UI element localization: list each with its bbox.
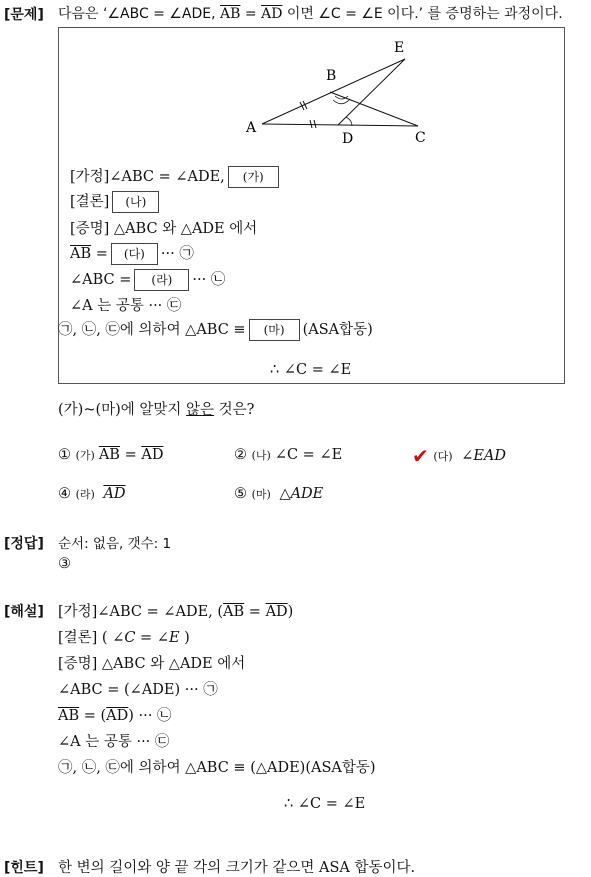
mark-1: ㉠ [179,246,194,262]
question-suffix: 것은? [214,402,255,418]
label-b: B [326,68,337,84]
triangle-figure [240,38,440,150]
blank-box-ga: (가) [228,166,279,188]
proof-line-1 [70,242,194,265]
label-a: A [246,120,257,136]
answer-meta: 순서: 없음, 갯수: 1 [58,536,172,552]
exp-l4-text: ∠ABC = (∠ADE) ··· [58,682,199,698]
option-3[interactable] [412,444,506,468]
option-5[interactable] [234,486,323,502]
explanation-line-6 [58,730,169,751]
exp-l2-pre: [결론] ( [58,630,113,646]
line2-dots: ··· [192,272,207,288]
exp-l4-mark: ㉠ [203,682,218,698]
line4-text: ㉠, ㉡, ㉢에 의하여 △ABC ≡ [58,322,246,338]
answer-value: ③ [58,556,71,572]
explanation-line-2 [58,626,190,647]
question-underlined: 않은 [186,402,215,418]
line4-suffix: (ASA합동) [302,322,373,338]
option-num: ① [58,447,71,463]
exp-l5-mid: = ( [79,708,107,724]
option-label: (라) [75,488,95,501]
statement-pre: 다음은 ‘∠ABC = ∠ADE, [58,6,221,22]
mark-2: ㉡ [210,272,226,288]
exp-l2-post: ) [179,630,190,646]
exp-l5-mark: ㉡ [156,708,172,724]
explanation-tag: [해설] [4,604,44,620]
hypothesis-text: [가정]∠ABC = ∠ADE, [70,169,225,185]
line1-ab: $\overline{AB}$ [70,246,92,262]
hypothesis-line [70,165,282,188]
conclusion-line [70,190,162,213]
proof-line-3 [70,294,181,315]
statement-eq: = [240,6,262,22]
option-num: ⑤ [234,486,247,502]
statement-ad: $\overline{AD}$ [261,6,283,22]
option-num: ④ [58,486,71,502]
proof-line-2 [70,268,225,291]
statement-post: 이면 ∠C = ∠E 이다.’ 를 증명하는 과정이다. [282,6,563,22]
proof-line-4 [58,318,373,341]
option-1-eq: = [119,447,142,463]
checkmark-icon: ✔ [412,444,429,468]
proof-header: [증명] △ABC 와 △ADE 에서 [70,221,258,237]
mark-3: ㉢ [166,298,182,314]
exp-l1-post: ) [287,604,294,620]
blank-box-ra: (라) [134,269,189,291]
question-prefix: (가)~(마)에 알맞지 [58,402,187,418]
exp-l1-ab: $\overline{AB}$ [223,604,245,620]
option-2[interactable] [234,447,342,463]
exp-l6-mark: ㉢ [154,734,170,750]
label-e: E [394,40,405,56]
option-label: (마) [251,488,271,501]
blank-box-ma: (마) [249,319,300,341]
statement-ab: $\overline{AB}$ [220,6,241,22]
therefore-line: ∴ ∠C = ∠E [270,362,352,378]
option-3-text: ∠EAD [461,448,507,464]
line2-text: ∠ABC = [70,272,132,288]
line1-dots: ··· [160,246,175,262]
exp-l1-eq: = [244,604,266,620]
explanation-line-1 [58,600,293,621]
blank-box-na: (나) [112,191,159,213]
conclusion-text: [결론] [70,194,110,210]
option-1-ad: $\overline{AD}$ [141,447,164,463]
explanation-line-7: ㉠, ㉡, ㉢에 의하여 △ABC ≡ (△ADE)(ASA합동) [58,760,376,776]
exp-l6-text: ∠A 는 공통 ··· [58,734,151,750]
blank-box-da: (다) [111,243,158,265]
option-2-text: ∠C = ∠E [274,447,343,463]
label-c: C [415,130,426,146]
option-1[interactable] [58,447,163,463]
option-4-text: $\overline{AD}$ [103,486,126,502]
option-1-ab: $\overline{AB}$ [98,447,120,463]
hint-text: 한 변의 길이와 양 끝 각의 크기가 같으면 ASA 합동이다. [58,860,416,876]
explanation-line-3: [증명] △ABC 와 △ADE 에서 [58,656,246,672]
problem-statement [58,3,563,23]
option-5-text: △ADE [279,486,324,502]
line3-text: ∠A 는 공통 ··· [70,298,163,314]
exp-l2-math: ∠C = ∠E [112,630,180,646]
label-d: D [342,131,354,147]
option-label: (다) [433,450,453,463]
line1-eq: = [91,246,108,262]
problem-tag: [문제] [4,7,44,23]
option-4[interactable] [58,486,126,502]
exp-l1-pre: [가정]∠ABC = ∠ADE, ( [58,604,224,620]
exp-l1-ad: $\overline{AD}$ [265,604,288,620]
exp-l5-ab: $\overline{AB}$ [58,708,80,724]
option-label: (나) [251,449,271,462]
exp-l5-ad: $\overline{AD}$ [106,708,129,724]
hint-tag: [힌트] [4,860,44,876]
explanation-line-4 [58,678,218,699]
option-num: ② [234,447,247,463]
exp-l5-post: ) ··· [128,708,153,724]
option-label: (가) [75,449,95,462]
question-text [58,398,254,419]
explanation-line-5 [58,704,171,725]
explanation-therefore: ∴ ∠C = ∠E [284,796,366,812]
answer-tag: [정답] [4,536,44,552]
